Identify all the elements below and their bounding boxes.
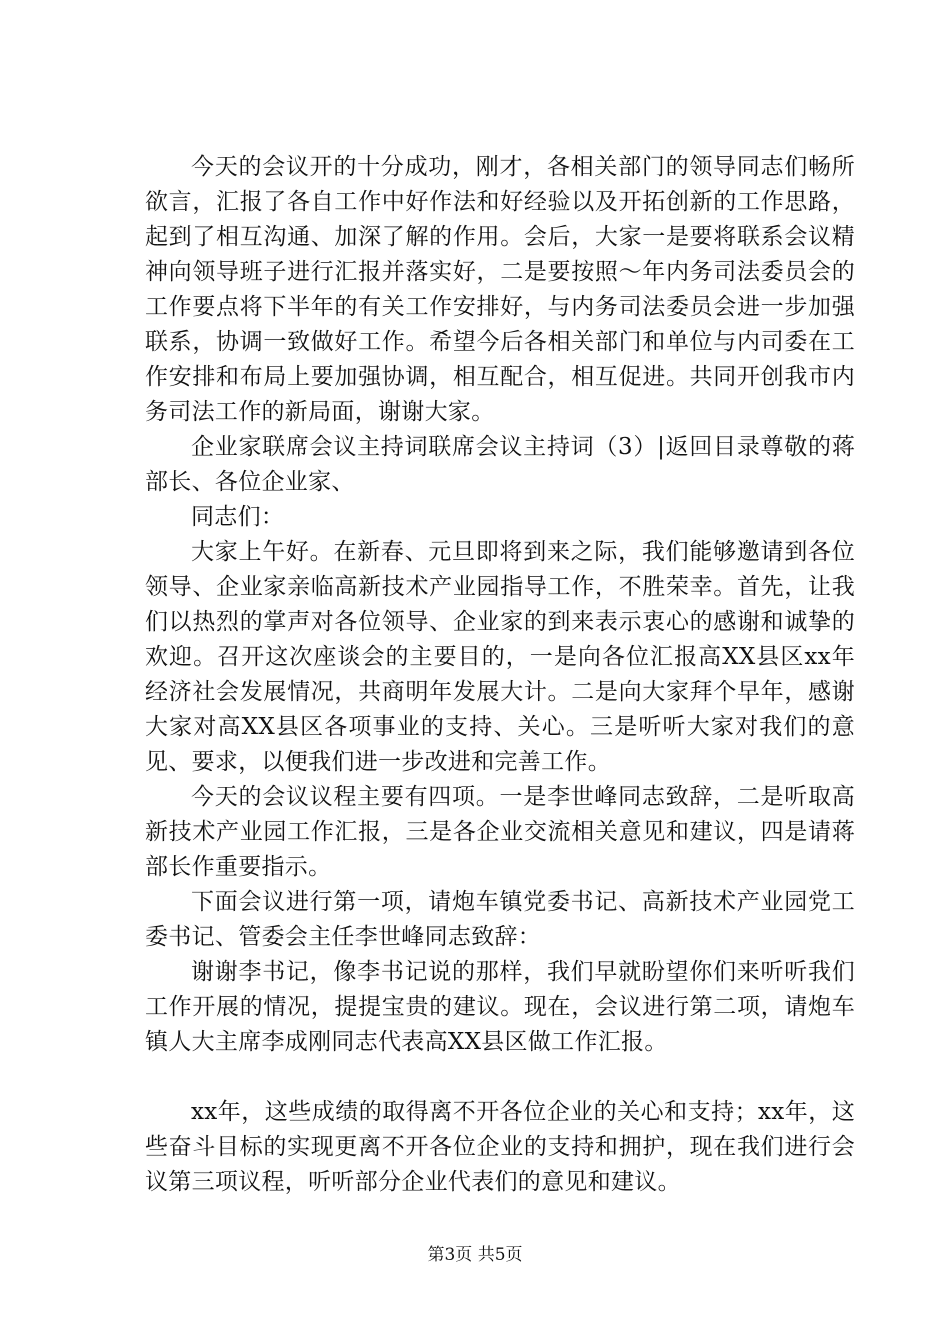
paragraph-closing-remarks: 今天的会议开的十分成功，刚才，各相关部门的领导同志们畅所欲言，汇报了各自工作中好作法和好经验以及开拓创新的工作思路，起到了相互沟通、加深了解的作用。会后，大家一是要将联系会议精神向领导班子进行汇报并落实好，二是要按照～年内务司法委员会的工作要点将下半年的有关工作安排好，与内务司法委员会进一步加强联系，协调一致做好工作。希望今后各相关部门和单位与内司委在工作安排和布局上要加强协调，相互配合，相互促进。共同开创我市内务司法工作的新局面，谢谢大家。: [145, 154, 855, 425]
paragraph-agenda-item-three: xx年，这些成绩的取得离不开各位企业的关心和支持；xx年，这些奋斗目标的实现更离不开各位企业的支持和拥护，现在我们进行会议第三项议程，听听部分企业代表们的意见和建议。: [145, 1099, 855, 1195]
paragraph-opening-address: 大家上午好。在新春、元旦即将到来之际，我们能够邀请到各位领导、企业家亲临高新技术产业园指导工作，不胜荣幸。首先，让我们以热烈的掌声对各位领导、企业家的到来表示衷心的感谢和诚挚的欢迎。召开这次座谈会的主要目的，一是向各位汇报高XX县区xx年经济社会发展情况，共商明年发展大计。二是向大家拜个早年，感谢大家对高XX县区各项事业的支持、关心。三是听听大家对我们的意见、要求，以便我们进一步改进和完善工作。: [145, 539, 855, 775]
paragraph-gap: [145, 1060, 855, 1095]
paragraph-agenda-item-one: 下面会议进行第一项，请炮车镇党委书记、高新技术产业园党工委书记、管委会主任李世峰同志致辞：: [145, 889, 855, 950]
page-number-footer: 第3页 共5页: [427, 1245, 523, 1265]
paragraph-agenda: 今天的会议议程主要有四项。一是李世峰同志致辞，二是听取高新技术产业园工作汇报，三是各企业交流相关意见和建议，四是请蒋部长作重要指示。: [145, 784, 855, 880]
paragraph-section-heading: 企业家联席会议主持词联席会议主持词（3）|返回目录尊敬的蒋部长、各位企业家、: [145, 434, 855, 495]
document-body: [145, 150, 855, 1200]
paragraph-agenda-item-two: 谢谢李书记，像李书记说的那样，我们早就盼望你们来听听我们工作开展的情况，提提宝贵的建议。现在，会议进行第二项，请炮车镇人大主席李成刚同志代表高XX县区做工作汇报。: [145, 959, 855, 1055]
paragraph-salutation: 同志们：: [191, 504, 285, 530]
